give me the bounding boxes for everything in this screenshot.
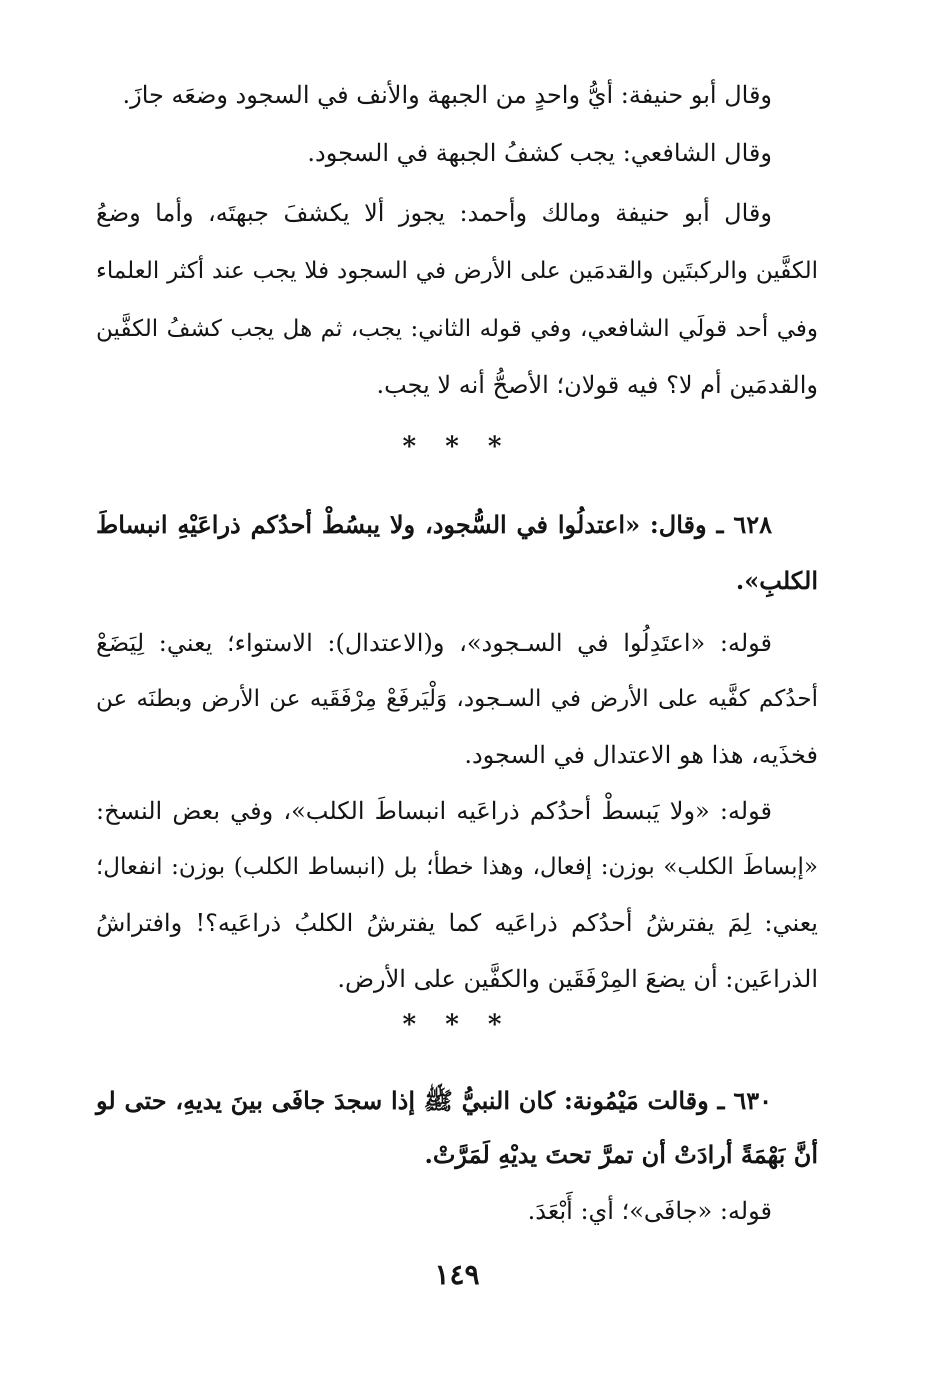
hadith-line: الكلبِ». xyxy=(735,566,818,595)
text-line: وفي أحد قولَي الشافعي، وفي قوله الثاني: يجب، ثم هل يجب كشفُ الكفَّين xyxy=(96,316,818,342)
text-line: الكفَّين والركبتَين والقدمَين على الأرض في السجود فلا يجب عند أكثر العلماء xyxy=(96,258,818,284)
text-line: وقال الشافعي: يجب كشفُ الجبهة في السجود. xyxy=(307,139,772,167)
section-separator: * * * xyxy=(402,1010,512,1040)
text-line: والقدمَين أم لا؟ فيه قولان؛ الأصحُّ أنه لا يجب. xyxy=(376,371,818,399)
hadith-line: ٦٣٠ ـ وقالت مَيْمُونة: كان النبيُّ ﷺ إذا سجدَ جافَى بينَ يديهِ، حتى لو xyxy=(96,1086,772,1115)
text-line: «إبساطَ الكلب» بوزن: إفعال، وهذا خطأ؛ بل (انبساط الكلب) بوزن: انفعال؛ xyxy=(96,854,818,880)
text-line: وقال أبو حنيفة: أيُّ واحدٍ من الجبهة والأنف في السجود وضعَه جازَ. xyxy=(122,81,772,109)
hadith-line: أنَّ بَهْمَةً أرادَتْ أن تمرَّ تحتَ يديْهِ لَمَرَّتْ. xyxy=(424,1140,818,1169)
text-line: فخذَيه، هذا هو الاعتدال في السجود. xyxy=(464,741,818,769)
hadith-line: ٦٢٨ ـ وقال: «اعتدلُوا في السُّجود، ولا يبسُطْ أحدُكم ذراعَيْهِ انبساطَ xyxy=(96,510,772,539)
text-line: يعني: لِمَ يفترشُ أحدُكم ذراعَيه كما يفترشُ الكلبُ ذراعَيه؟! وافتراشُ xyxy=(96,909,818,937)
text-line: الذراعَين: أن يضعَ المِرْفَقَين والكفَّين على الأرض. xyxy=(337,965,818,993)
text-line: قوله: «اعتَدِلُوا في السـجود»، و(الاعتدال): الاستواء؛ يعني: لِيَضَعْ xyxy=(96,629,772,657)
text-line: قوله: «جافَى»؛ أي: أَبْعَدَ. xyxy=(527,1197,772,1225)
book-page xyxy=(96,78,818,1368)
text-line: قوله: «ولا يَبسطْ أحدُكم ذراعَيه انبساطَ الكلب»، وفي بعض النسخ: xyxy=(96,797,772,825)
section-separator: * * * xyxy=(402,432,512,462)
text-line: أحدُكم كفَّيه على الأرض في السـجود، وَلْيَرفَعْ مِرْفَقَيه عن الأرض وبطنَه عن xyxy=(96,686,818,712)
page-number: ١٤٩ xyxy=(434,1258,480,1291)
text-line: وقال أبو حنيفة ومالك وأحمد: يجوز ألا يكشفَ جبهتَه، وأما وضعُ xyxy=(96,199,772,227)
